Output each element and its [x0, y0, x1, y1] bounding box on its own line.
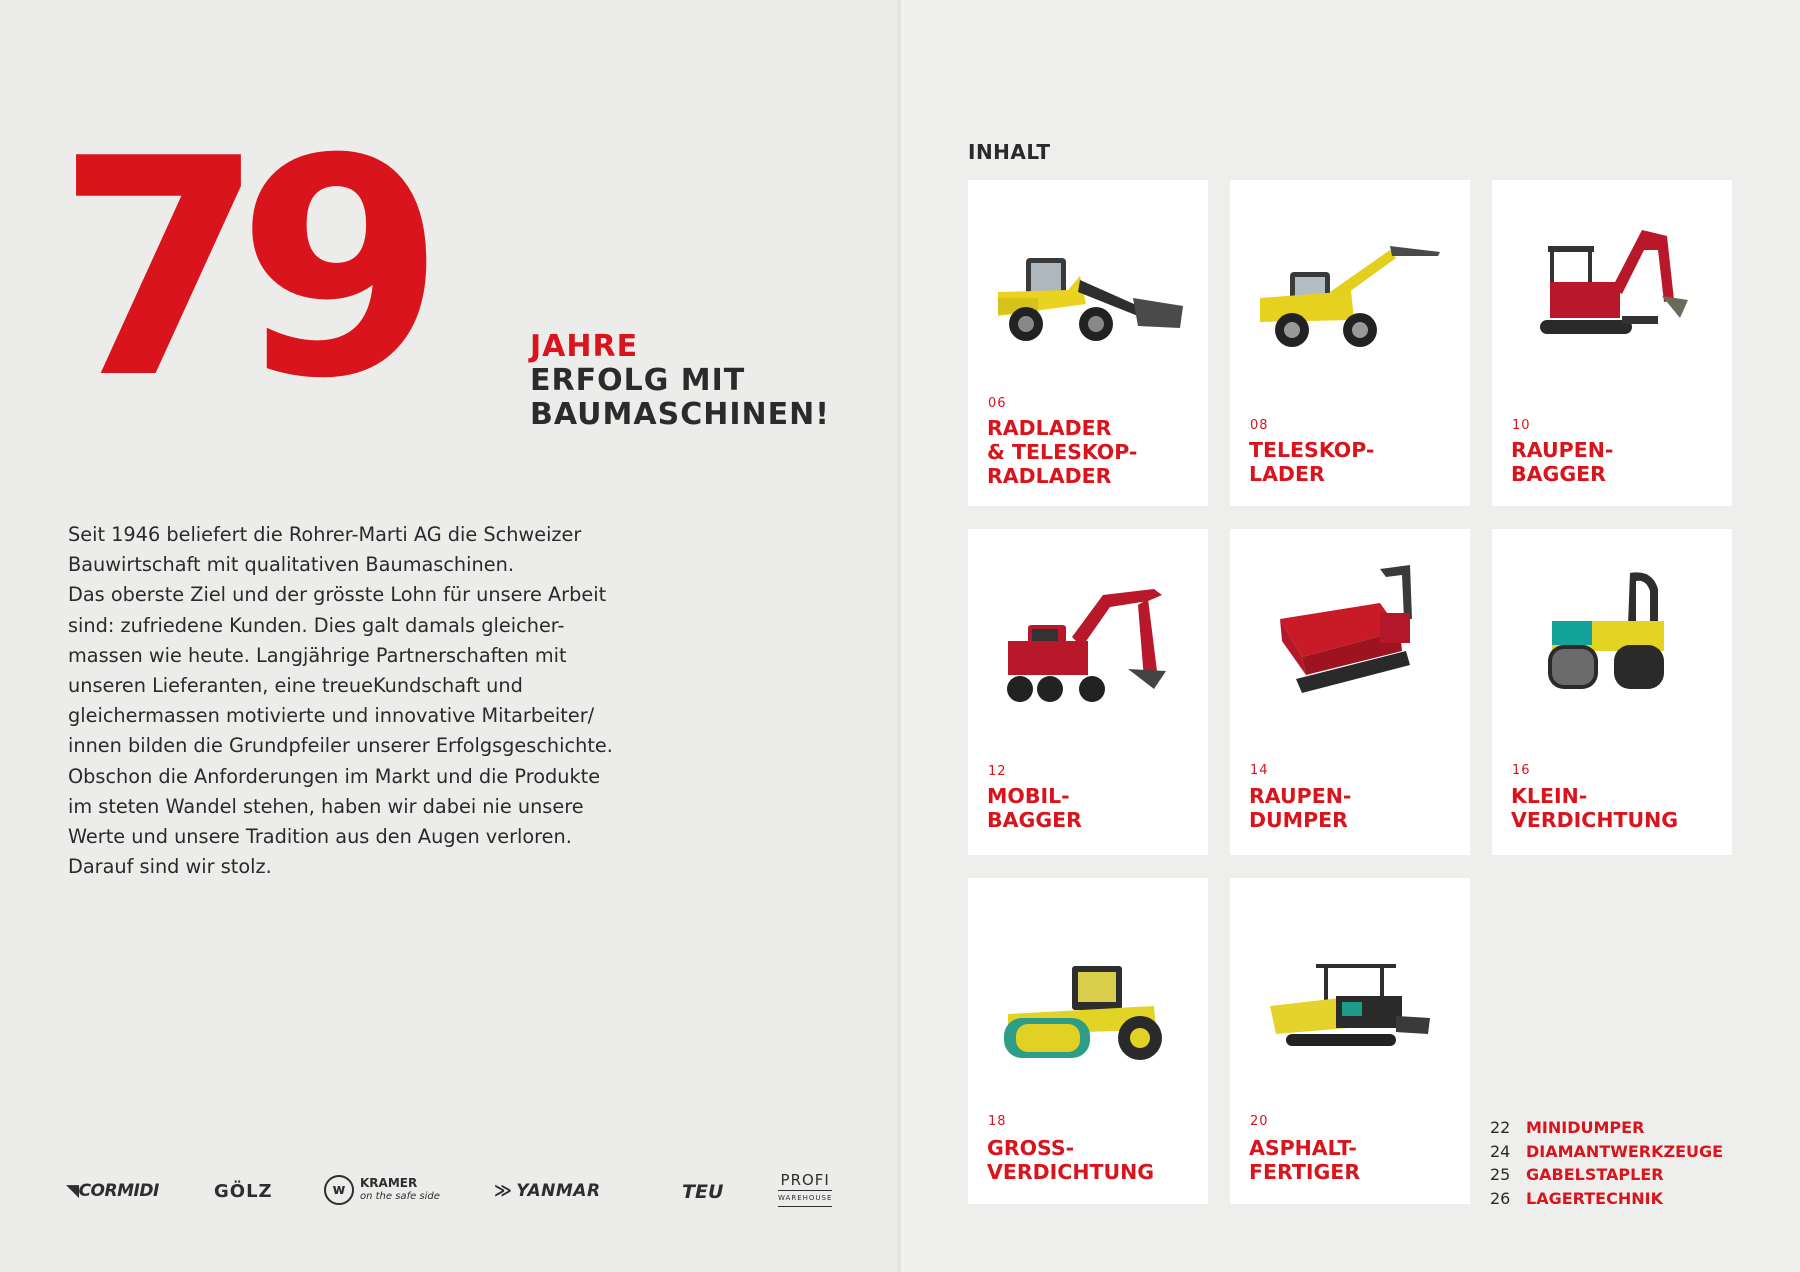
toc-extra-item[interactable]: 25 GABELSTAPLER [1490, 1165, 1664, 1184]
toc-card-mobilbagger[interactable] [968, 529, 1208, 855]
toc-card-kleinverdichtung[interactable] [1492, 529, 1732, 855]
intro-line: Bauwirtschaft mit qualitativen Baumaschinen. [68, 553, 514, 577]
toc-card-grossverdichtung[interactable] [968, 878, 1208, 1204]
profi-logo: PROFI WAREHOUSE [778, 1173, 832, 1207]
toc-page-number: 12 [988, 764, 1007, 779]
intro-line: massen wie heute. Langjährige Partnerschaften mit [68, 643, 567, 667]
toc-title: RADLADER & TELESKOP- RADLADER [987, 416, 1138, 488]
toc-card-raupendumper[interactable] [1230, 529, 1470, 855]
toc-title: KLEIN- VERDICHTUNG [1511, 784, 1679, 832]
page-fold [896, 0, 906, 1272]
toc-heading: INHALT [968, 140, 1051, 164]
wheeled-excavator-icon [968, 529, 1208, 729]
intro-line: Seit 1946 beliefert die Rohrer-Marti AG die Schweizer [68, 523, 582, 546]
soil-compactor-icon [968, 878, 1208, 1078]
toc-title: ASPHALT- FERTIGER [1249, 1136, 1361, 1184]
asphalt-paver-icon [1230, 878, 1470, 1078]
intro-line: gleichermassen motivierte und innovative Mitarbeiter/ [68, 704, 595, 728]
toc-page-number: 08 [1250, 418, 1269, 433]
toc-page-number: 18 [988, 1114, 1007, 1129]
toc-extra-list [1490, 1116, 1723, 1210]
toc-title: RAUPEN- BAGGER [1511, 438, 1614, 486]
toc-extra-item[interactable]: 26 LAGERTECHNIK [1490, 1188, 1663, 1208]
intro-line: Das oberste Ziel und der grösste Lohn für unsere Arbeit [68, 583, 607, 607]
toc-page-number: 10 [1512, 418, 1531, 433]
intro-line: Obschon die Anforderungen im Markt und die Produkte [68, 764, 601, 788]
toc-title: RAUPEN- DUMPER [1249, 784, 1352, 832]
cormidi-logo: ◥CORMIDI [66, 1181, 159, 1201]
intro-line: im steten Wandel stehen, haben wir dabei nie unsere [68, 794, 584, 818]
toc-extra-item[interactable]: 24 DIAMANTWERKZEUGE [1490, 1141, 1724, 1161]
intro-line: Darauf sind wir stolz. [68, 855, 272, 879]
intro-line: sind: zufriedene Kunden. Dies galt damals gleicher- [68, 613, 565, 637]
toc-title: GROSS- VERDICHTUNG [987, 1136, 1155, 1184]
toc-title: MOBIL- BAGGER [987, 784, 1082, 832]
headline-line-3: BAUMASCHINEN! [530, 397, 830, 432]
intro-line: Werte und unsere Tradition aus den Augen verloren. [68, 825, 572, 849]
years-number: 79 [56, 95, 418, 444]
small-roller-icon [1492, 529, 1732, 729]
kramer-logo: w KRAMER on the safe side [324, 1175, 440, 1205]
yanmar-chevron-icon: ≫ [494, 1181, 513, 1201]
toc-title: TELESKOP- LADER [1249, 438, 1375, 486]
partner-logos [66, 1171, 846, 1215]
toc-extra-item[interactable]: 22 MINIDUMPER [1490, 1118, 1645, 1137]
toc-card-asphaltfertiger[interactable] [1230, 878, 1470, 1204]
headline-years: JAHRE [530, 329, 639, 364]
kramer-mark-icon: w [324, 1175, 354, 1205]
intro-line: innen bilden die Grundpfeiler unserer Erfolgsgeschichte. [68, 734, 613, 758]
toc-page-number: 16 [1512, 763, 1531, 778]
toc-page-number: 14 [1250, 763, 1269, 778]
toc-card-teleskoplader[interactable] [1230, 180, 1470, 506]
toc-card-raupenbagger[interactable] [1492, 180, 1732, 506]
toc-page-number: 20 [1250, 1114, 1269, 1129]
intro-text [68, 520, 648, 882]
headline-line-2: ERFOLG MIT [530, 363, 746, 398]
mini-excavator-icon [1492, 180, 1732, 380]
yanmar-logo: ≫ YANMAR [494, 1181, 601, 1201]
headline [530, 330, 830, 432]
tracked-dumper-icon [1230, 529, 1470, 729]
wheel-loader-icon [968, 180, 1208, 380]
telescopic-loader-icon [1230, 180, 1470, 380]
toc-page-number: 06 [988, 396, 1007, 411]
golz-logo: GÖLZ [214, 1181, 273, 1202]
intro-line: unseren Lieferanten, eine treueKundschaft und [68, 674, 523, 698]
toc-card-radlader[interactable] [968, 180, 1208, 506]
teu-logo: TEU [682, 1181, 724, 1203]
